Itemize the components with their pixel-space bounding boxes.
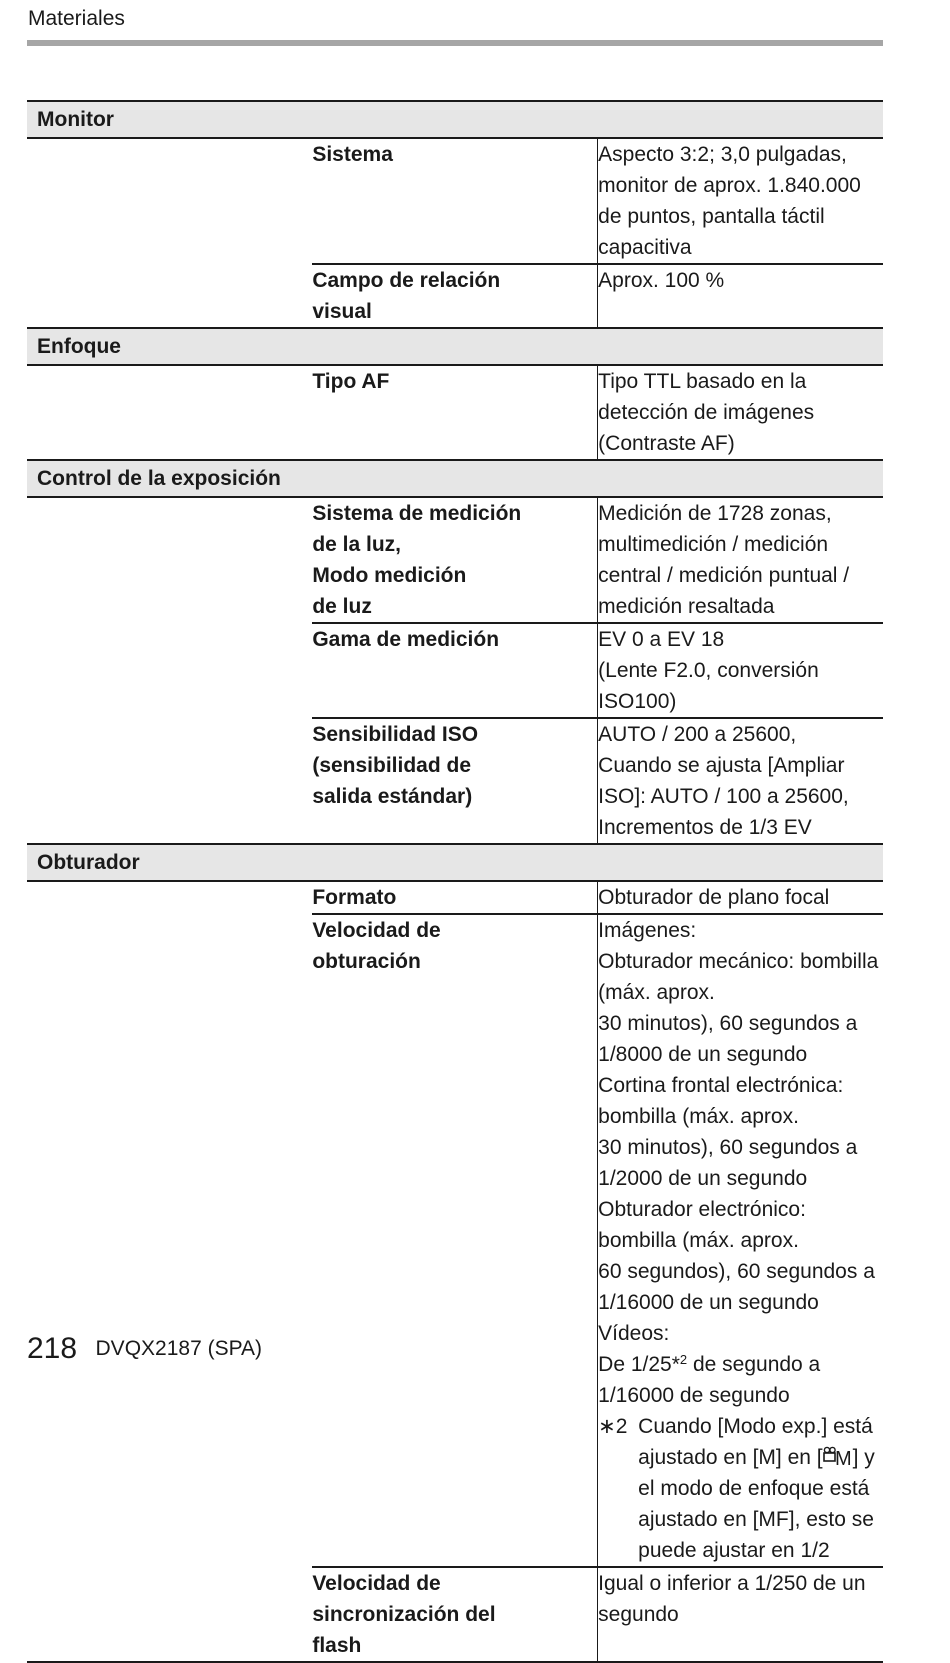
footnote-2: ∗2 Cuando [Modo exp.] está ajustado en [M] en [ M ] y el modo de enfoque está ajustado en [MF], esto se puede ajustar en 1/2 xyxy=(598,1411,883,1566)
page-number: 218 xyxy=(27,1332,78,1365)
spec-value-medicion: Medición de 1728 zonas, multimedición / medición central / medición puntual / medición resaltada xyxy=(598,502,850,618)
footnote-mark: ∗2 xyxy=(598,1415,628,1438)
spec-value-sistema: Aspecto 3:2; 3,0 pulgadas, monitor de aprox. 1.840.000 de puntos, pantalla táctil capacitiva xyxy=(598,143,861,259)
spec-row-iso xyxy=(27,718,883,844)
spec-label-iso: Sensibilidad ISO (sensibilidad de salida estándar) xyxy=(312,718,597,844)
category-obturador: Obturador xyxy=(27,844,883,881)
page-footer xyxy=(27,1332,262,1366)
spec-row-sistema xyxy=(27,138,883,264)
category-monitor: Monitor xyxy=(27,101,883,138)
spec-row-medicion xyxy=(27,497,883,623)
spec-value-formato: Obturador de plano focal xyxy=(598,886,830,909)
spec-label-tipo-af: Tipo AF xyxy=(312,365,597,460)
creative-video-mode-icon xyxy=(823,1444,853,1468)
header-rule xyxy=(27,40,883,46)
spec-label-formato: Formato xyxy=(312,881,597,914)
spec-value-flash: Igual o inferior a 1/250 de un segundo xyxy=(598,1567,883,1661)
category-exposicion: Control de la exposición xyxy=(27,460,883,497)
spec-value-gama: EV 0 a EV 18 (Lente F2.0, conversión ISO100) xyxy=(598,623,883,718)
spec-row-flash xyxy=(27,1567,883,1661)
category-row-enfoque xyxy=(27,328,883,365)
spec-value-iso: AUTO / 200 a 25600, Cuando se ajusta [Ampliar ISO]: AUTO / 100 a 25600, Incrementos de 1/3 EV xyxy=(598,718,883,844)
section-title: Materiales xyxy=(28,7,125,30)
spec-row-formato xyxy=(27,881,883,914)
video-speed-line: De 1/25*$^2$ de segundo a 1/16000 de segundo xyxy=(598,1352,821,1407)
category-row-obturador xyxy=(27,844,883,881)
document-code: DVQX2187 (SPA) xyxy=(95,1337,263,1360)
category-row-exposicion xyxy=(27,460,883,497)
spec-label-medicion: Sistema de medición de la luz, Modo medición de luz xyxy=(312,497,597,623)
spec-label-gama: Gama de medición xyxy=(312,623,597,718)
spec-label-campo: Campo de relación visual xyxy=(312,264,597,328)
category-enfoque: Enfoque xyxy=(27,328,883,365)
spec-value-velocidad: Imágenes: Obturador mecánico: bombilla (máx. aprox. 30 minutos), 60 segundos a 1/8000 de un segundo Cortina frontal electrónica: bombilla (máx. aprox. 30 minutos), 60 segundos a 1/2000 de un segundo Obturador electrónico: bombilla (máx. aprox. 60 segundos), 60 segundos a 1/16000 de un segundo Vídeos: De 1/25*$^2$ de segundo a 1/16000 de segundo ∗2 Cuando [Modo exp.] está ajustado en [M] en [ M ] y el modo de enfoque está ajustado en [MF], esto se puede ajustar en 1/2 xyxy=(598,914,883,1567)
spec-value-tipo-af: Tipo TTL basado en la detección de imágenes (Contraste AF) xyxy=(598,370,815,455)
spec-row-gama xyxy=(27,623,883,718)
spec-row-campo xyxy=(27,264,883,328)
spec-label-velocidad: Velocidad de obturación xyxy=(312,914,597,1567)
category-row-monitor xyxy=(27,101,883,138)
spec-value-campo: Aprox. 100 % xyxy=(598,264,883,328)
spec-label-flash: Velocidad de sincronización del flash xyxy=(312,1567,597,1661)
svg-text:M: M xyxy=(834,1448,852,1468)
spec-row-velocidad xyxy=(27,914,883,1567)
spec-label-sistema: Sistema xyxy=(312,138,597,264)
spec-table xyxy=(27,100,883,1661)
spec-row-tipo-af xyxy=(27,365,883,460)
